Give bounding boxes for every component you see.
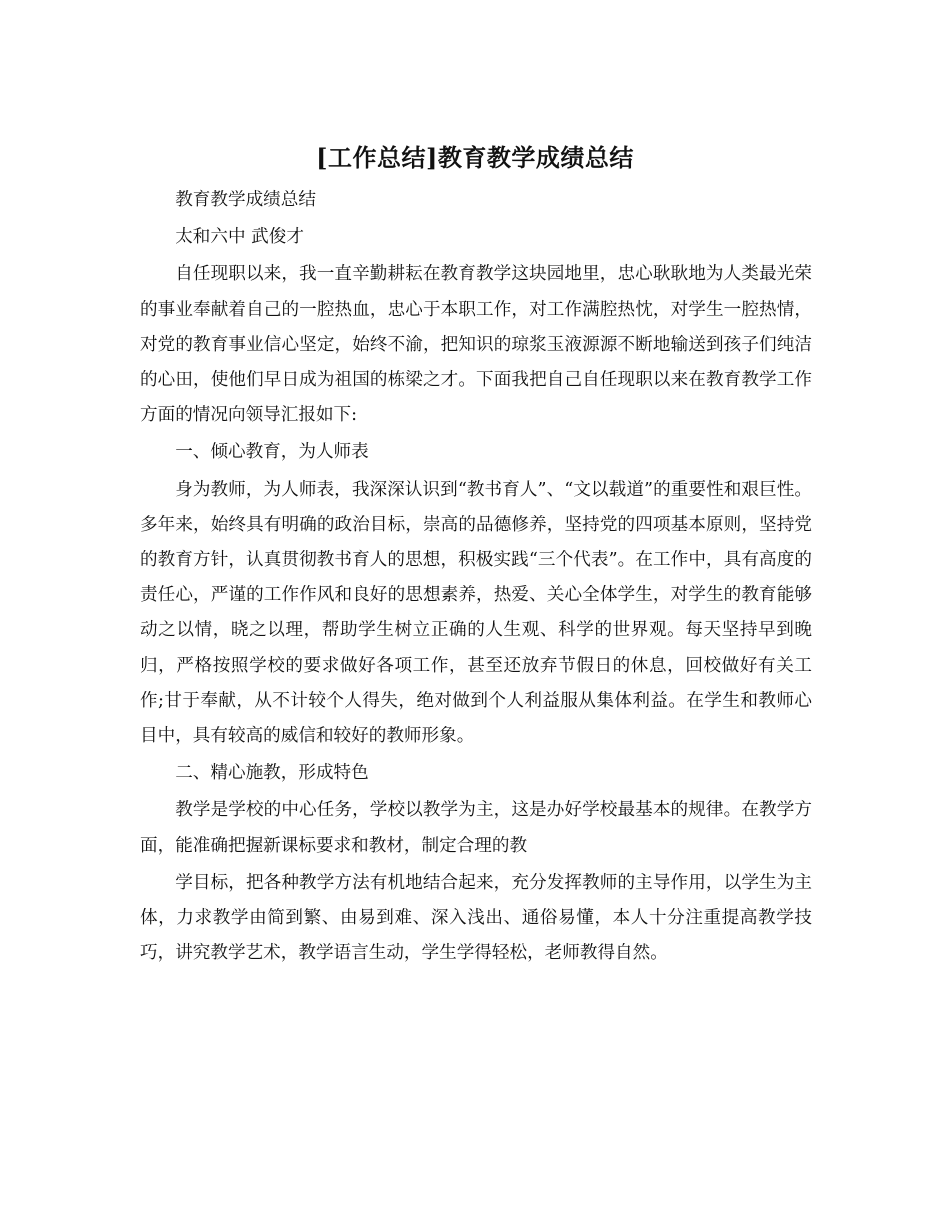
paragraph-section-1: 身为教师，为人师表，我深深认识到“教书育人”、“文以载道”的重要性和艰巨性。多年来，始终具有明确的政治目标，崇高的品德修养，坚持党的四项基本原则，坚持党的教育方针，认真贯彻教书育人的思想，积极实践“三个代表”。在工作中，具有高度的责任心，严谨的工作作风和良好的思想素养，热爱、关心全体学生，对学生的教育能够动之以情，晓之以理，帮助学生树立正确的人生观、科学的世界观。每天坚持早到晚归，严格按照学校的要求做好各项工作，甚至还放弃节假日的休息，回校做好有关工作;甘于奉献，从不计较个人得失，绝对做到个人利益服从集体利益。在学生和教师心目中，具有较高的威信和较好的教师形象。 bbox=[140, 479, 812, 747]
section-heading-1: 一、倾心教育，为人师表 bbox=[175, 442, 369, 463]
paragraph-section-2b: 学目标，把各种教学方法有机地结合起来，充分发挥教师的主导作用，以学生为主体，力求教学由简到繁、由易到难、深入浅出、通俗易懂，本人十分注重提高教学技巧，讲究教学艺术，教学语言生动，学生学得轻松，老师教得自然。 bbox=[140, 872, 812, 964]
document-title: [工作总结]教育教学成绩总结 bbox=[316, 143, 634, 172]
paragraph-introduction: 自任现职以来，我一直辛勤耕耘在教育教学这块园地里，忠心耿耿地为人类最光荣的事业奉献着自己的一腔热血，忠心于本职工作，对工作满腔热忱，对学生一腔热情，对党的教育事业信心坚定，始终不渝，把知识的琼浆玉液源源不断地输送到孩子们纯洁的心田，使他们早日成为祖国的栋梁之才。下面我把自己自任现职以来在教育教学工作方面的情况向领导汇报如下: bbox=[140, 264, 812, 426]
paragraph-subtitle: 教育教学成绩总结 bbox=[175, 190, 316, 210]
paragraph-section-2a: 教学是学校的中心任务，学校以教学为主，这是办好学校最基本的规律。在教学方面，能准确把握新课标要求和教材，制定合理的教 bbox=[140, 800, 812, 856]
document-body bbox=[140, 183, 812, 971]
paragraph-author: 太和六中 武俊才 bbox=[175, 227, 304, 248]
section-heading-2: 二、精心施教，形成特色 bbox=[175, 763, 369, 784]
